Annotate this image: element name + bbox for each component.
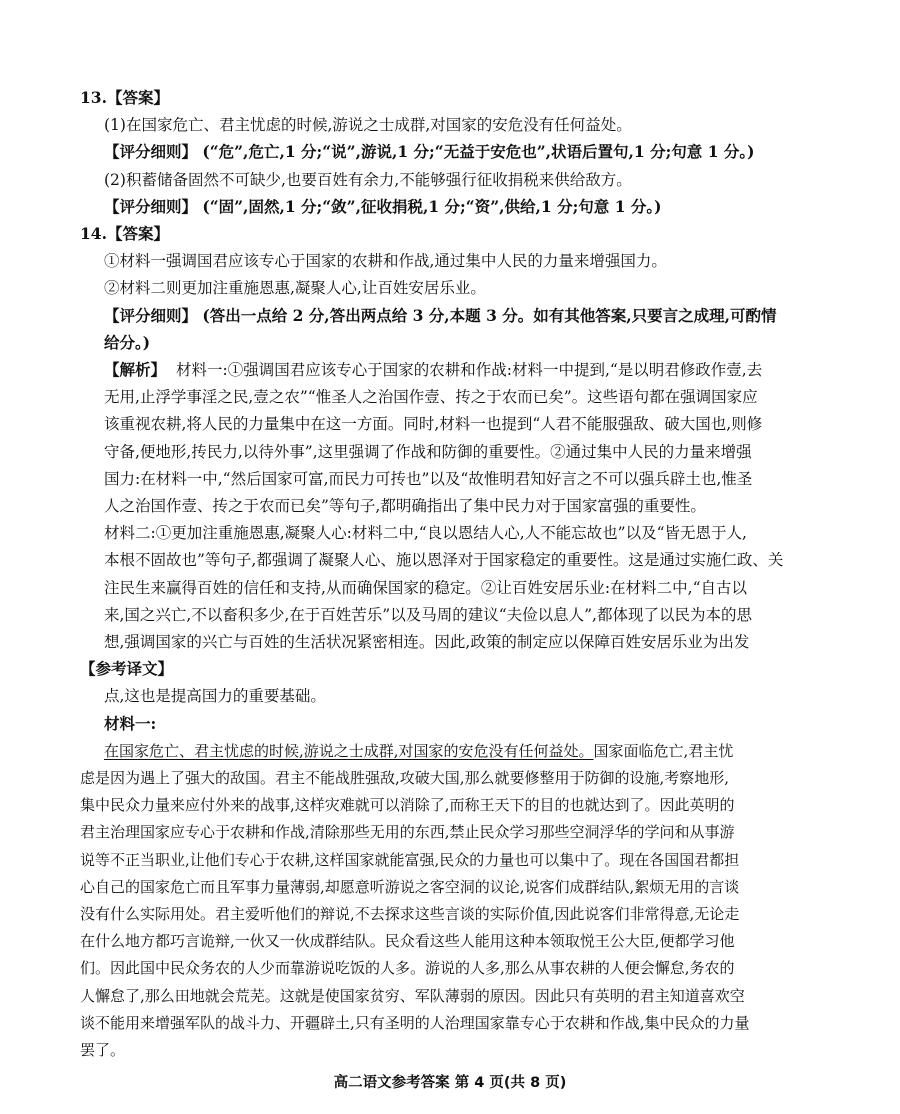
- translation-line: 虑是因为遇上了强大的敌国。君主不能战胜强敌,攻破大国,那么就要修整用于防御的设施,考察地形,: [80, 769, 730, 787]
- q13-answer-2: (2)积蓄储备固然不可缺少,也要百姓有余力,不能够强行征收捐税来供给敌方。: [104, 171, 632, 189]
- q14-analysis-line: 点,这也是提高国力的重要基础。: [104, 687, 326, 705]
- translation-line: 在什么地方都巧言诡辩,一伙又一伙成群结队。民众看这些人能用这种本领取悦王公大臣,便都学习他: [80, 932, 735, 950]
- translation-line: 们。因此国中民众务农的人少而靠游说吃饭的人多。游说的人多,那么从事农耕的人便会懈怠,务农的: [80, 959, 735, 977]
- q13-rubric-2: 【评分细则】 (“固”,固然,1 分;“敛”,征收捐税,1 分;“资”,供给,1 分;句意 1 分。): [104, 197, 662, 216]
- q14-analysis-line: 想,强调国家的兴亡与百姓的生活状况紧密相连。因此,政策的制定应以保障百姓安居乐业为出发: [104, 633, 750, 651]
- q14-rubric-line-1: 【评分细则】 (答出一点给 2 分,答出两点给 3 分,本题 3 分。如有其他答案,只要言之成理,可酌情: [104, 306, 777, 325]
- translation-subheading: 材料一:: [104, 714, 157, 733]
- q14-analysis-line: 来,国之兴亡,不以畜积多少,在于百姓苦乐”以及马周的建议“夫俭以息人”,都体现了以民为本的思: [104, 606, 752, 624]
- translation-line: 君主治理国家应专心于农耕和作战,清除那些无用的东西,禁止民众学习那些空洞浮华的学问和从事游: [80, 823, 735, 841]
- q14-heading: 14.【答案】: [80, 224, 169, 243]
- translation-heading: 【参考译文】: [80, 659, 174, 678]
- q13-heading: 13.【答案】: [80, 88, 169, 107]
- q14-analysis-line: 材料二:①更加注重施恩惠,凝聚人心:材料二中,“良以恩结人心,人不能忘故也”以及“皆无恩于人,: [104, 524, 747, 542]
- translation-line: 心自己的国家危亡而且军事力量薄弱,却愿意听游说之客空洞的议论,说客们成群结队,絮烦无用的言谈: [80, 878, 740, 896]
- q14-analysis-line: 本根不固故也”等句子,都强调了凝聚人心、施以恩泽对于国家稳定的重要性。这是通过实施仁政、关: [104, 551, 784, 569]
- translation-line: 集中民众力量来应付外来的战事,这样灾难就可以消除了,而称王天下的目的也就达到了。因此英明的: [80, 796, 735, 814]
- translation-first-line-rest: 国家面临危亡,君主忧: [593, 742, 734, 760]
- q14-analysis-line: 人之治国作壹、抟之于农而已矣”等句子,都明确指出了集中民力对于国家富强的重要性。: [104, 497, 706, 515]
- q14-analysis-line: 注民生来赢得百姓的信任和支持,从而确保国家的稳定。②让百姓安居乐业:在材料二中,“自古以: [104, 579, 748, 597]
- translation-line: 罢了。: [80, 1041, 126, 1059]
- q13-answer-1: (1)在国家危亡、君主忧虑的时候,游说之士成群,对国家的安危没有任何益处。: [104, 116, 632, 134]
- q14-analysis-line: 守备,便地形,抟民力,以待外事”,这里强调了作战和防御的重要性。②通过集中人民的力量来增强: [104, 443, 752, 461]
- q13-rubric-1: 【评分细则】 (“危”,危亡,1 分;“说”,游说,1 分;“无益于安危也”,状语后置句,1 分;句意 1 分。): [104, 142, 755, 161]
- q14-analysis-line: 无用,止浮学事淫之民,壹之农”“惟圣人之治国作壹、抟之于农而已矣”。这些语句都在强调国家应: [104, 388, 758, 406]
- page-footer: 高二语文参考答案 第 4 页(共 8 页): [333, 1075, 567, 1091]
- translation-line: 说等不正当职业,让他们专心于农耕,这样国家就能富强,民众的力量也可以集中了。现在各国国君都担: [80, 851, 740, 869]
- underlined-answer-sentence: 在国家危亡、君主忧虑的时候,游说之士成群,对国家的安危没有任何益处。: [104, 742, 594, 760]
- translation-line: 谈不能用来增强军队的战斗力、开疆辟土,只有圣明的人治理国家靠专心于农耕和作战,集中民众的力量: [80, 1014, 750, 1032]
- q14-analysis-line: 该重视农耕,将人民的力量集中在这一方面。同时,材料一也提到“人君不能服强敌、破大国也,则修: [104, 415, 763, 433]
- q14-analysis-line: 材料一:①强调国君应该专心于国家的农耕和作战:材料一中提到,“是以明君修政作壹,去: [176, 361, 763, 379]
- q14-analysis-label: 【解析】: [104, 360, 167, 379]
- translation-line: 没有什么实际用处。君主爱听他们的辩说,不去探求这些言谈的实际价值,因此说客们非常得意,无论走: [80, 905, 740, 923]
- translation-first-line: [104, 741, 733, 761]
- translation-line: 人懈怠了,那么田地就会荒芜。这就是使国家贫穷、军队薄弱的原因。因此只有英明的君主知道喜欢空: [80, 987, 745, 1005]
- q14-point-2: ②材料二则更加注重施恩惠,凝聚人心,让百姓安居乐业。: [104, 279, 486, 297]
- q14-point-1: ①材料一强调国君应该专心于国家的农耕和作战,通过集中人民的力量来增强国力。: [104, 252, 667, 270]
- q14-analysis-line: 国力:在材料一中,“然后国家可富,而民力可抟也”以及“故惟明君知好言之不可以强兵辟土也,惟圣: [104, 470, 753, 488]
- q14-rubric-line-2: 给分。): [104, 333, 151, 352]
